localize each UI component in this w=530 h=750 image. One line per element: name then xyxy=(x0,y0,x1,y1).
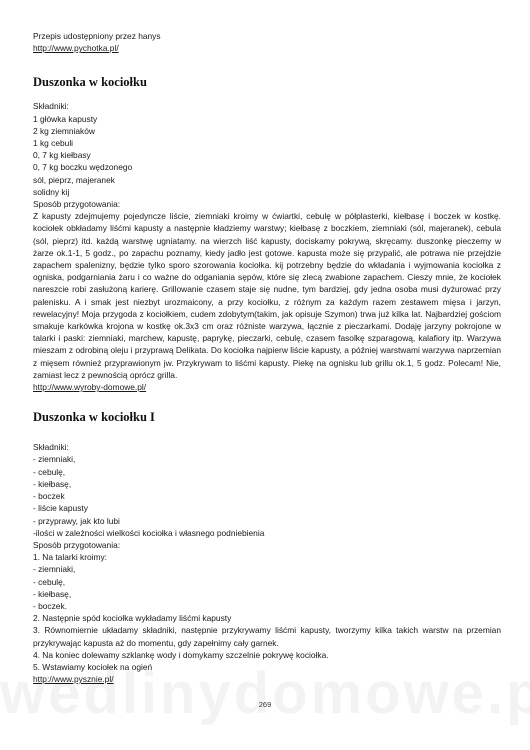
ingredient-item: - przyprawy, jak kto lubi xyxy=(33,515,120,526)
recipe-title: Duszonka w kociołku xyxy=(33,75,147,90)
ingredients-header: Składniki: xyxy=(33,101,69,112)
ingredient-item: - boczek xyxy=(33,491,65,502)
method-step: 5. Wstawiamy kociołek na ogień xyxy=(33,661,153,672)
ingredient-item: -ilości w zależności wielkości kociołka i własnego podniebienia xyxy=(33,527,265,538)
ingredient-item: - kiełbasę, xyxy=(33,478,72,489)
source-link[interactable]: http://www.pychotka.pl/ xyxy=(33,43,119,54)
source-credit: Przepis udostępniony przez hanys xyxy=(33,31,161,41)
method-step: - kiełbasę, xyxy=(33,588,72,599)
method-step: - ziemniaki, xyxy=(33,564,76,575)
ingredient-item: 0, 7 kg boczku wędzonego xyxy=(33,162,133,173)
method-header: Sposób przygotowania: xyxy=(33,199,121,210)
ingredient-item: - ziemniaki, xyxy=(33,454,76,465)
ingredient-item: 2 kg ziemniaków xyxy=(33,125,95,136)
source-link[interactable]: http://www.pysznie.pl/ xyxy=(33,674,114,685)
source-link[interactable]: http://www.wyroby-domowe.pl/ xyxy=(33,382,147,393)
ingredients-header: Składniki: xyxy=(33,442,69,453)
method-step: - boczek. xyxy=(33,600,67,611)
ingredient-item: 1 kg cebuli xyxy=(33,138,74,149)
ingredient-item: solidny kij xyxy=(33,186,70,197)
ingredient-item: sól, pieprz, majeranek xyxy=(33,174,115,185)
method-step: 1. Na talarki kroimy: xyxy=(33,552,107,563)
recipe-title: Duszonka w kociołku I xyxy=(33,410,155,425)
watermark xyxy=(0,660,530,727)
method-step: 4. Na koniec dolewamy szklankę wody i domykamy szczelnie pokrywę kociołka. xyxy=(33,649,329,660)
document-page xyxy=(33,30,501,685)
page-number: 269 xyxy=(258,700,272,709)
method-paragraph: Z kapusty zdejmujemy pojedyncze liście, ziemniaki kroimy w ćwiartki, cebulę w półplasterki, kiełbasę i boczek w kostkę. kociołek obkładamy liśćmi kapusty a następnie kładziemy warstwy; kiełbasę z boczkiem, ziemniaki (sól, majeranek), cebula (sól, pieprz) itd. każdą warstwę ugniatamy. na wierzch liść kapusty, dociskamy pokrywą, skręcamy. duszonkę pieczemy w żarze ok.1-1, 5 godz., po zapachu poznamy, kiedy jadło jest gotowe. kapusta może się przypalić, ale potrawa nie przejdzie zapachem spalenizny, będzie tylko sporo szorowania kociołka. kij potrzebny będzie do wkładania i wyjmowania kociołka z ogniska, podgarniania żaru i co ważne do odganiania sępów, które się zlecą zwabione zapachem. Cieszy mnie, że kociołek nareszcie robi zasłużoną karierę. Grillowanie czasem staje się nudne, tym bardziej, gdy jedna osoba musi dyżurować przy palenisku. A i smak jest niezbyt urozmaicony, a przy kociołku, z różnym za każdym razem zestawem mięsa i jarzyn, rewelacyjny! Moja przygoda z kociołkiem, cudem zdobytym(takim, jak opisuje Szymon) trwa już kilka lat. Najbardziej gościom smakuje karkówka krojona w kostkę ok.3x3 cm oraz różniste warzywa, łącznie z pieczarkami. Dodaję jarzyny pokrojone w talarki i paski: ziemniaki, marchew, kapustę, paprykę, pieczarki, cebulę, czasem fasolkę szparagową, kalafiory itp. Warzywa mieszam z odrobiną oleju i przyprawą Delikata. Do kociołka najpierw liście kapusty, a później warstwami warzywa naprzemian z mięsem również przyprawionym jw. Przykrywam to liśćmi kapusty. Piekę na ognisku lub grillu ok.1, 5 godz. Polecam! Nie, zamiast lecz z pewnością oprócz grilla. xyxy=(33,211,501,380)
ingredient-item: 0, 7 kg kiełbasy xyxy=(33,150,91,161)
ingredient-item: 1 główka kapusty xyxy=(33,113,98,124)
ingredient-item: - liście kapusty xyxy=(33,503,88,514)
method-step: 3. Równomiernie układamy składniki, następnie przykrywamy liśćmi kapusty, tworzymy kilka takich warstw na przemian przykrywając kapusta aż do momentu, gdy zapełnimy cały garnek. xyxy=(33,625,501,648)
method-step: 2. Następnie spód kociołka wykładamy liśćmi kapusty xyxy=(33,613,232,624)
ingredient-item: - cebulę, xyxy=(33,466,66,477)
method-step: - cebulę, xyxy=(33,576,66,587)
method-header: Sposób przygotowania: xyxy=(33,539,121,550)
